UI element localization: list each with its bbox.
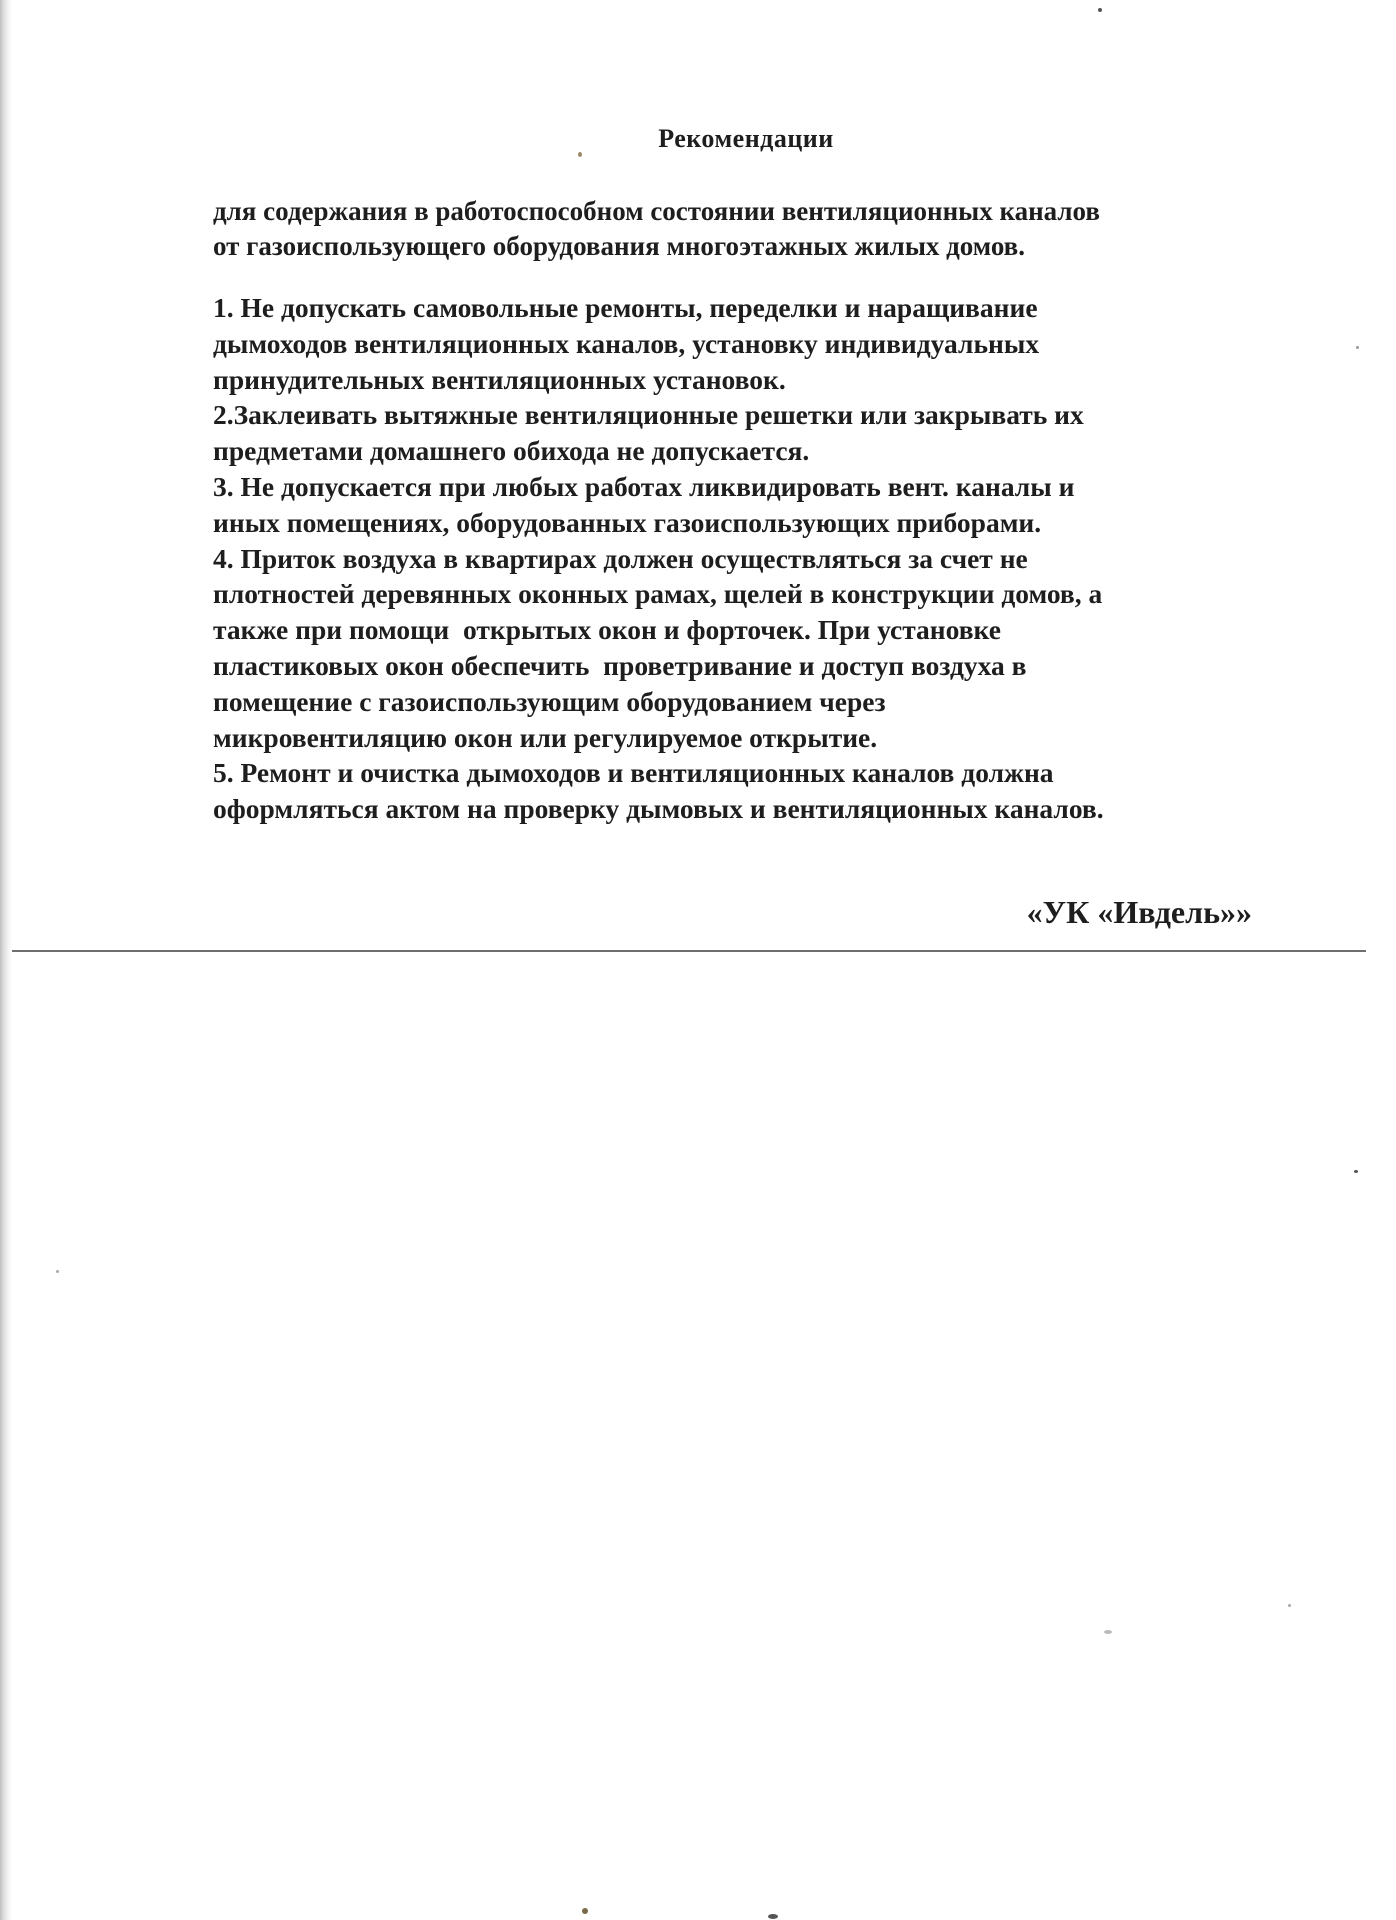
scan-left-edge [0,0,12,1920]
list-item-line: предметами домашнего обихода не допускается. [213,435,810,467]
scan-speck [1354,1170,1358,1173]
list-item-line: помещение с газоиспользующим оборудованием через [213,685,886,717]
scan-speck [1356,346,1359,349]
list-item-line: 2.Заклеивать вытяжные вентиляционные решетки или закрывать их [213,399,1084,431]
page-title: Рекомендации [658,124,834,153]
list-item-line: пластиковых окон обеспечить проветривание и доступ воздуха в [213,649,1027,681]
scan-speck [1288,1604,1291,1607]
list-item-line: 5. Ремонт и очистка дымоходов и вентиляционных каналов должна [213,757,1054,789]
list-item-line: плотностей деревянных оконных рамах, щелей в конструкции домов, а [213,578,1103,610]
list-item-line: иных помещениях, оборудованных газоиспользующих приборами. [213,506,1042,538]
list-item-line: 1. Не допускать самовольные ремонты, переделки и наращивание [213,292,1038,323]
cut-line-divider [12,950,1366,952]
document-subtitle [213,194,1273,264]
list-item-line: 3. Не допускается при любых работах ликвидировать вент. каналы и [213,470,1075,502]
recommendations-list [213,290,1273,827]
scan-speck [578,152,582,157]
scan-speck [1104,1630,1112,1634]
list-item-line: принудительных вентиляционных установок. [213,363,786,395]
subtitle-line: от газоиспользующего оборудования многоэтажных жилых домов. [213,231,1025,261]
scan-speck [56,1270,59,1273]
list-item-line: 4. Приток воздуха в квартирах должен осуществляться за счет не [213,542,1028,574]
list-item-line: микровентиляцию окон или регулируемое открытие. [213,721,878,753]
signature-company: «УК «Ивдель»» [1026,894,1252,930]
scan-speck [768,1914,778,1919]
scan-speck [1098,8,1102,12]
list-item-line: также при помощи открытых окон и форточек. При установке [213,614,1001,646]
list-item-line: оформляться актом на проверку дымовых и вентиляционных каналов. [213,793,1104,825]
scan-speck [582,1908,588,1914]
list-item-line: дымоходов вентиляционных каналов, установку индивидуальных [213,327,1040,359]
subtitle-line: для содержания в работоспособном состоянии вентиляционных каналов [213,196,1100,226]
